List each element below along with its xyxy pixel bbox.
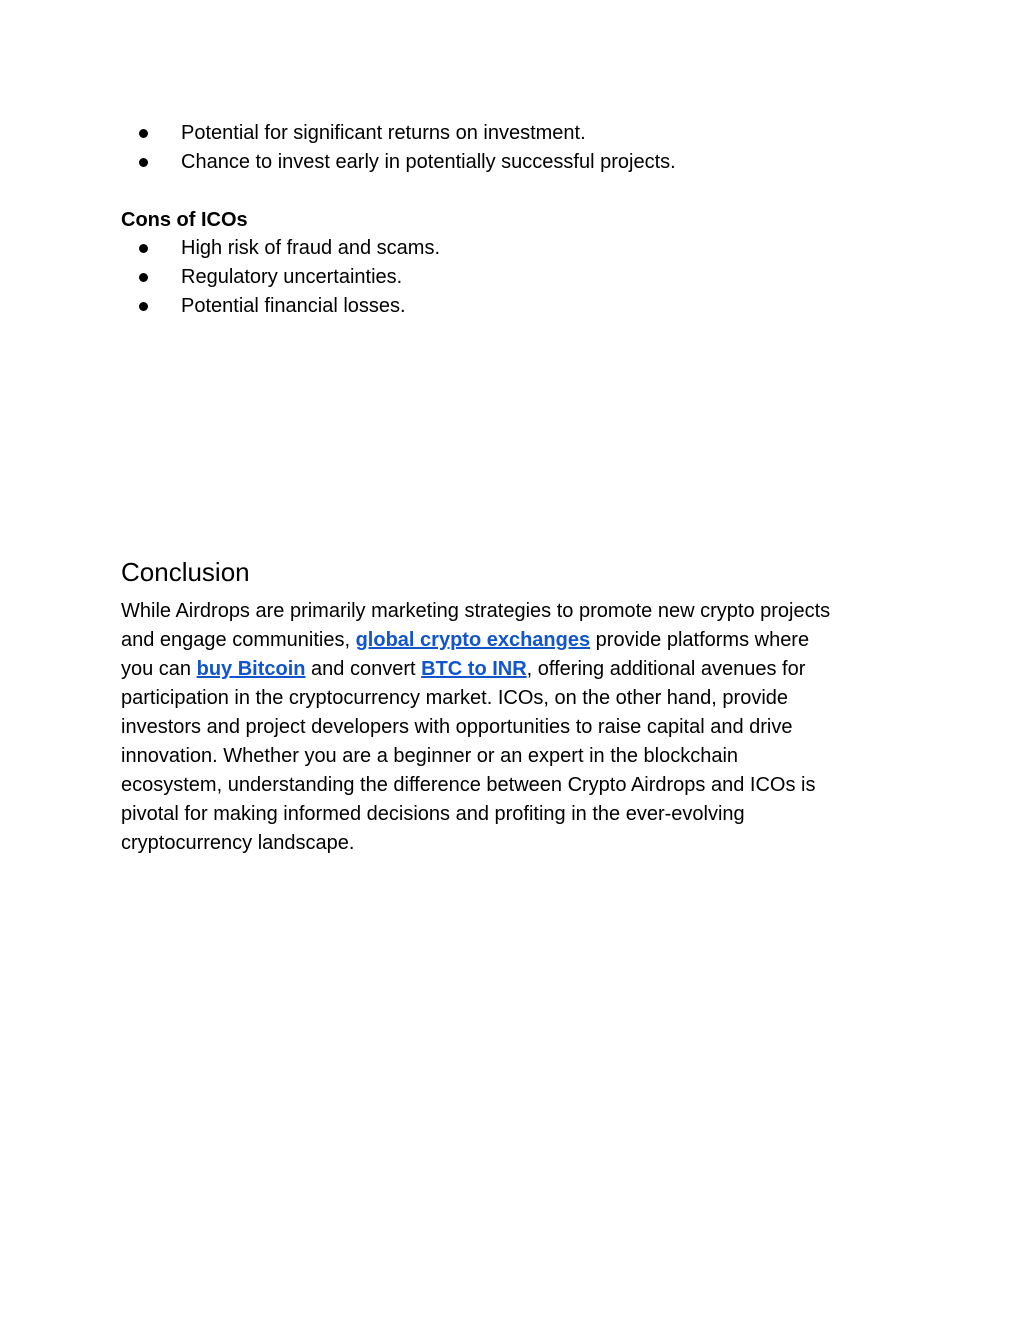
cons-heading: Cons of ICOs	[121, 209, 248, 231]
paragraph-line	[121, 655, 921, 684]
conclusion-heading: Conclusion	[121, 556, 250, 587]
list-item-text: Regulatory uncertainties.	[181, 266, 403, 288]
paragraph-line: participation in the cryptocurrency market. ICOs, on the other hand, provide	[121, 687, 789, 709]
paragraph-text: , offering additional avenues for	[526, 658, 806, 680]
buy-bitcoin-link[interactable]: buy Bitcoin	[196, 658, 306, 680]
list-item-text: Chance to invest early in potentially successful projects.	[181, 151, 676, 173]
bullet-icon	[139, 273, 148, 282]
list-item-text: High risk of fraud and scams.	[181, 237, 440, 259]
paragraph-text: and convert	[305, 658, 422, 680]
conclusion-paragraph	[121, 597, 921, 858]
bullet-icon	[139, 129, 148, 138]
paragraph-text: provide platforms where	[590, 629, 810, 651]
paragraph-line: cryptocurrency landscape.	[121, 832, 355, 854]
btc-to-inr-link[interactable]: BTC to INR	[421, 658, 527, 680]
list-item-text: Potential for significant returns on investment.	[181, 122, 586, 144]
paragraph-line: innovation. Whether you are a beginner or an expert in the blockchain	[121, 745, 739, 767]
paragraph-line: ecosystem, understanding the difference between Crypto Airdrops and ICOs is	[121, 774, 816, 796]
global-crypto-exchanges-link[interactable]: global crypto exchanges	[355, 629, 591, 651]
paragraph-text: and engage communities,	[121, 629, 356, 651]
bullet-icon	[139, 158, 148, 167]
paragraph-text: you can	[121, 658, 197, 680]
paragraph-line: While Airdrops are primarily marketing strategies to promote new crypto projects	[121, 600, 831, 622]
list-item-text: Potential financial losses.	[181, 295, 406, 317]
bullet-icon	[139, 244, 148, 253]
paragraph-line: pivotal for making informed decisions and profiting in the ever-evolving	[121, 803, 745, 825]
bullet-icon	[139, 302, 148, 311]
paragraph-line	[121, 626, 921, 655]
paragraph-line: investors and project developers with opportunities to raise capital and drive	[121, 716, 793, 738]
